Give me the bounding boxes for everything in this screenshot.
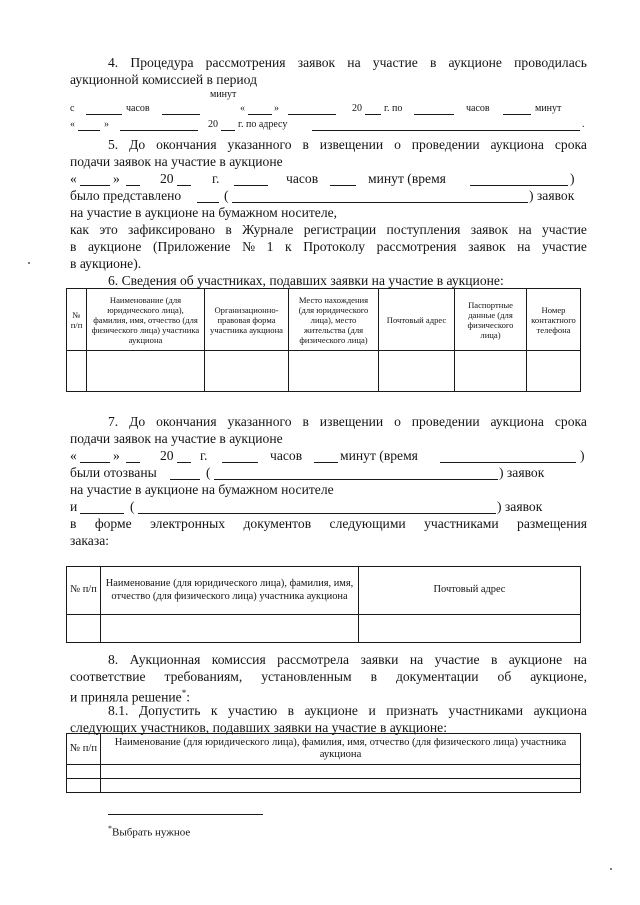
count-words-blank [138, 500, 496, 514]
blank-field [197, 189, 219, 203]
word: проведении [411, 137, 480, 152]
word: 7. [108, 414, 119, 429]
section7-year: 20 [160, 448, 174, 463]
blank-field [221, 117, 235, 131]
word: на [347, 55, 361, 70]
time-blank [440, 449, 576, 463]
section7-and: и [70, 499, 78, 514]
table-cell[interactable] [101, 615, 359, 643]
table-cell[interactable] [67, 615, 101, 643]
table-cell[interactable] [67, 765, 101, 779]
section4-close-quote-2: » [104, 119, 109, 130]
section5-line-journal1 [70, 221, 587, 238]
word: электронных [150, 516, 226, 531]
blank-field [80, 500, 124, 514]
word: аукционе [448, 55, 502, 70]
blank-field [126, 172, 140, 186]
section4-period-end: . [582, 119, 585, 130]
section8-line1 [108, 651, 587, 668]
word: участниками [448, 703, 524, 718]
table-cell[interactable] [101, 765, 581, 779]
withdrawn-table [66, 566, 581, 643]
section5-line2: подачи заявок на участие в аукционе [70, 154, 283, 169]
table-cell[interactable] [527, 351, 581, 392]
section4-minute-label: минут [210, 89, 237, 100]
admitted-table [66, 733, 581, 793]
word: зафиксировано [128, 222, 216, 237]
section7-g: г. [200, 448, 208, 463]
blank-field [177, 172, 191, 186]
blank-field [126, 449, 140, 463]
word: Аукционная [129, 652, 201, 667]
section7-close-paren-bids2: ) заявок [497, 499, 543, 514]
section8-colon: : [186, 689, 190, 705]
section7-line2: подачи заявок на участие в аукционе [70, 431, 283, 446]
word: проведении [411, 414, 480, 429]
count-words-blank [232, 189, 528, 203]
section5-close-paren-bids: ) заявок [529, 188, 575, 203]
col-header-num: № п/п [67, 734, 101, 765]
word: заявок [470, 222, 509, 237]
word: проводилась [514, 55, 587, 70]
table-cell[interactable] [87, 351, 205, 392]
word: До [129, 414, 146, 429]
footnote-marker: * [181, 688, 187, 698]
word: к [285, 239, 292, 254]
table-header-row [67, 734, 581, 765]
word: участие [541, 239, 587, 254]
section7-line1 [108, 413, 587, 430]
word: о [394, 137, 401, 152]
word: заявки [360, 652, 399, 667]
col-header-num: № п/п [67, 567, 101, 615]
col-header-legal-form: Организационно-правовая форма участника аукциона [205, 289, 289, 351]
section4-minutes: минут [535, 103, 562, 114]
section7-close-quote: » [113, 448, 120, 463]
section5-line-journal3: в аукционе). [70, 256, 142, 271]
section7-line-paper: на участие в аукционе на бумажном носителе [70, 482, 334, 497]
word: установленным [261, 669, 352, 684]
blank-field [234, 172, 268, 186]
count-words-blank [214, 466, 498, 480]
section7-hours: часов [270, 448, 303, 463]
footnote [108, 822, 190, 840]
table-row [67, 779, 581, 793]
word: окончания [156, 137, 217, 152]
word: в [287, 703, 295, 718]
blank-field [248, 101, 272, 115]
section4-year2: 20 [208, 119, 218, 130]
word: окончания [156, 414, 217, 429]
col-header-name: Наименование (для юридического лица), фамилия, имя, отчество (для физического лица) участника аукциона [101, 734, 581, 765]
section5-open-quote: « [70, 171, 77, 186]
word: 8.1. [108, 703, 129, 718]
word: на [517, 239, 531, 254]
word: участие [542, 222, 587, 237]
word: заявок [297, 55, 336, 70]
col-header-name: Наименование (для юридического лица), фамилия, имя, отчество (для физического лица) участника аукциона [101, 567, 359, 615]
table-cell[interactable] [205, 351, 289, 392]
word: участию [228, 703, 278, 718]
blank-field [288, 101, 336, 115]
footnote-asterisk: * [108, 824, 112, 833]
section4-line2: аукционной комиссией в период [70, 72, 258, 87]
col-header-postal-address: Почтовый адрес [359, 567, 581, 615]
blank-field [365, 101, 381, 115]
table-row [67, 351, 581, 392]
blank-field [314, 449, 338, 463]
section8-line2 [70, 668, 587, 685]
word: 5. [108, 137, 119, 152]
word: размещения [517, 516, 587, 531]
scan-speck [28, 262, 30, 264]
word: участниками [424, 516, 499, 531]
word: на [409, 652, 424, 667]
word: рассмотрения [376, 239, 457, 254]
section5-hours: часов [286, 171, 319, 186]
word: требованиям, [164, 669, 243, 684]
blank-field [80, 449, 110, 463]
table-cell[interactable] [67, 351, 87, 392]
footnote-divider [108, 814, 263, 815]
section5-g: г. [212, 171, 220, 186]
word: в [70, 239, 77, 254]
footnote-text: Выбрать нужное [112, 826, 191, 839]
word: Протоколу [303, 239, 366, 254]
section8-sub1-line2: следующих участников, подавших заявки на участие в аукционе: [70, 720, 447, 735]
word: признать [386, 703, 439, 718]
section7-minutes-time: минут (время [340, 448, 418, 463]
word: следующими [329, 516, 406, 531]
participants-table [66, 288, 581, 392]
table-cell[interactable] [455, 351, 527, 392]
word: До [129, 137, 146, 152]
section7-close-paren: ) [580, 448, 585, 463]
table-cell[interactable] [359, 615, 581, 643]
section4-hours2: часов [466, 103, 490, 114]
word: в [70, 516, 77, 531]
word: поступления [386, 222, 461, 237]
section7-open-paren2: ( [130, 499, 135, 514]
section4-close-quote: » [274, 103, 279, 114]
section5-line-paper: на участие в аукционе на бумажном носителе, [70, 205, 338, 220]
table-cell[interactable] [379, 351, 455, 392]
table-cell[interactable] [289, 351, 379, 392]
word: документов [243, 516, 312, 531]
word: аукциона [533, 703, 587, 718]
word: срока [554, 137, 587, 152]
word: как [70, 222, 90, 237]
word: аукционе [508, 652, 563, 667]
word: в [302, 414, 309, 429]
blank-field [170, 466, 200, 480]
blank-field [503, 101, 531, 115]
word: 4. [108, 55, 119, 70]
section5-open-paren: ( [224, 188, 229, 203]
address-blank [312, 117, 580, 131]
section5-presented: было представлено [70, 188, 182, 203]
word: срока [554, 414, 587, 429]
table-cell[interactable] [101, 779, 581, 793]
section8-sub1-line1 [108, 702, 587, 719]
section7-line-order: заказа: [70, 533, 110, 548]
word: участие [434, 652, 480, 667]
time-blank [470, 172, 568, 186]
col-header-postal-address: Почтовый адрес [379, 289, 455, 351]
section4-open-quote-2: « [70, 119, 75, 130]
col-header-num: № п/п [67, 289, 87, 351]
table-header-row [67, 289, 581, 351]
word: Допустить [138, 703, 201, 718]
blank-field [222, 449, 258, 463]
word: участие [372, 55, 418, 70]
word: заявок [468, 239, 506, 254]
blank-field [78, 117, 100, 131]
word: аукциона [490, 137, 544, 152]
section5-year: 20 [160, 171, 174, 186]
blank-field [177, 449, 191, 463]
word: рассмотрела [277, 652, 350, 667]
blank-field [162, 101, 200, 115]
blank-field [80, 172, 110, 186]
word: 1 [266, 239, 274, 254]
word: форме [94, 516, 132, 531]
word: регистрации [303, 222, 377, 237]
word: комиссия [211, 652, 266, 667]
word: № [242, 239, 256, 254]
table-cell[interactable] [67, 779, 101, 793]
word: Журнале [242, 222, 294, 237]
blank-field [120, 117, 198, 131]
word: в [370, 669, 377, 684]
section8-line3-text: и приняла решение [70, 689, 182, 705]
section4-line1 [108, 54, 587, 71]
word: в [490, 652, 498, 667]
section7-open-quote: « [70, 448, 77, 463]
section7-open-paren: ( [206, 465, 211, 480]
col-header-name: Наименование (для юридического лица), фамилия, имя, отчество (для физического лица) участника аукциона [87, 289, 205, 351]
col-header-phone: Номер контактного телефона [527, 289, 581, 351]
section5-close-paren: ) [570, 171, 575, 186]
section4-open-quote: « [240, 103, 245, 114]
scan-speck [610, 868, 612, 870]
section5-line1 [108, 136, 587, 153]
word: аукционе [88, 239, 142, 254]
word: рассмотрения [205, 55, 286, 70]
section5-line-journal2 [70, 238, 587, 255]
word: извещении [319, 414, 384, 429]
word: (Приложение [152, 239, 231, 254]
word: 8. [108, 652, 119, 667]
col-header-location: Место нахождения (для юридического лица), место жительства (для физического лица) [289, 289, 379, 351]
table-row [67, 615, 581, 643]
section7-line-electronic [70, 515, 587, 532]
section5-minutes-time: минут (время [368, 171, 446, 186]
table-header-row [67, 567, 581, 615]
blank-field [86, 101, 122, 115]
word: Процедура [130, 55, 194, 70]
word: на [518, 222, 532, 237]
word: к [210, 703, 218, 718]
word: аукциона [490, 414, 544, 429]
section7-withdrawn: были отозваны [70, 465, 157, 480]
section4-hours: часов [126, 103, 150, 114]
section4-s: с [70, 103, 75, 114]
word: аукционе [304, 703, 358, 718]
section5-close-quote: » [113, 171, 120, 186]
blank-field [330, 172, 356, 186]
word: указанного [227, 137, 292, 152]
table-row [67, 765, 581, 779]
col-header-passport: Паспортные данные (для физического лица) [455, 289, 527, 351]
section6-title: 6. Сведения об участниках, подавших заявки на участие в аукционе: [108, 273, 504, 288]
word: и [368, 703, 376, 718]
word: на [573, 652, 587, 667]
word: это [99, 222, 118, 237]
section4-g-address: г. по адресу [238, 119, 288, 130]
word: указанного [227, 414, 292, 429]
word: в [225, 222, 232, 237]
word: извещении [319, 137, 384, 152]
word: аукционе, [530, 669, 587, 684]
word: в [429, 55, 437, 70]
section4-year: 20 [352, 103, 362, 114]
word: об [497, 669, 512, 684]
word: в [302, 137, 309, 152]
word: о [394, 414, 401, 429]
word: соответствие [70, 669, 146, 684]
blank-field [414, 101, 454, 115]
word: документации [395, 669, 479, 684]
section7-close-paren-bids: ) заявок [499, 465, 545, 480]
section4-g-po: г. по [384, 103, 403, 114]
